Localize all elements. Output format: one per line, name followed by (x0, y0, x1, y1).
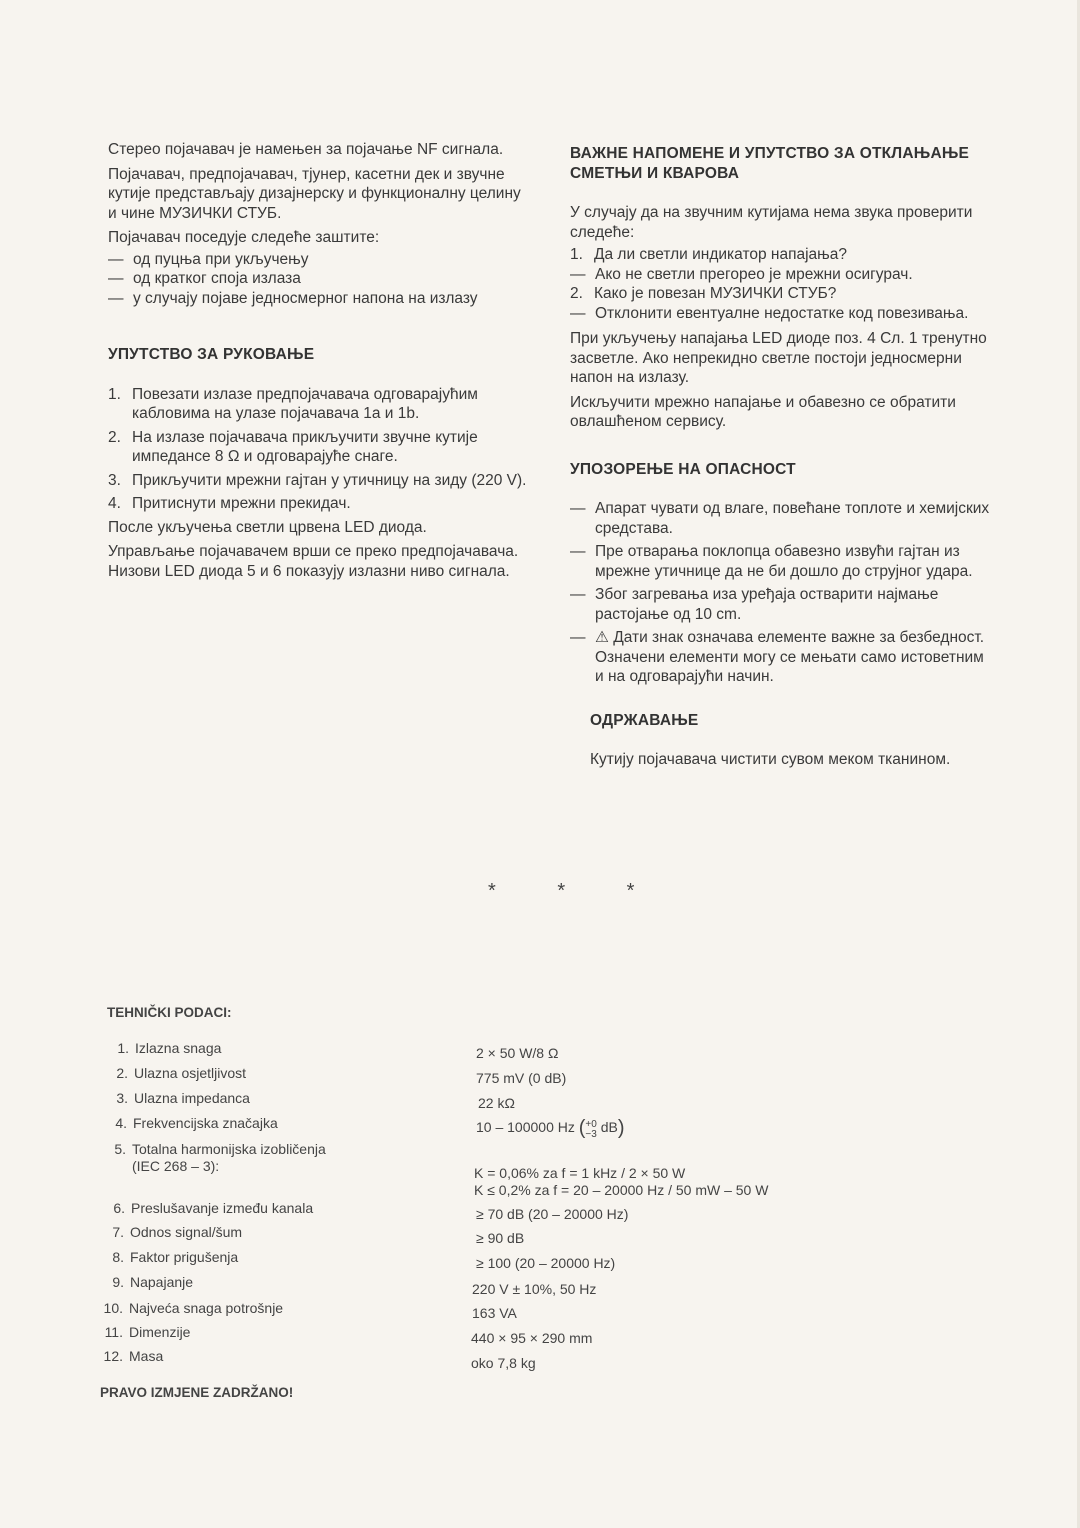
intro-paragraph-3: Појачавач поседује следеће заштите: (108, 229, 380, 246)
warning-item: — Због загревања иза уређаја остварити најмање растојање од 10 cm. (570, 586, 939, 623)
spec-value: 10 – 100000 Hz (+0 −3 dB) (476, 1117, 625, 1140)
spec-value: 163 VA (472, 1305, 517, 1321)
check-item-1: 1. Да ли светли индикатор напајања? (570, 246, 848, 263)
spec-label: 3. Ulazna impedanca (116, 1090, 250, 1106)
spec-value: ≥ 90 dB (476, 1230, 525, 1246)
tech-heading: TEHNIČKI PODACI: (107, 1005, 232, 1020)
spec-value: K = 0,06% za f = 1 kHz / 2 × 50 W K ≤ 0,2% za f = 20 – 20000 Hz / 50 mW – 50 W (474, 1165, 769, 1198)
warning-item: — Пре отварања поклопца обавезно извући гајтан из мрежне утичнице да не би дошло до струјног удара. (570, 543, 973, 580)
spec-label: 1. Izlazna snaga (117, 1040, 222, 1056)
check-item-2-note: — Отклонити евентуалне недостатке код повезивања. (570, 304, 969, 322)
usage-step: 2. На излазе појачавача прикључити звучне кутије импедансе 8 Ω и одговарајуће снаге. (108, 428, 478, 465)
spec-value: 22 kΩ (478, 1095, 515, 1111)
spec-label: 6. Preslušavanje između kanala (113, 1200, 314, 1216)
protection-item: — у случају појаве једносмерног напона на излазу (108, 289, 478, 307)
led-paragraph: При укључењу напајања LED диоде поз. 4 Сл. 1 тренутно засветле. Ако непрекидно светле постоји једносмерни напон на излазу. (570, 330, 987, 386)
section-separator: * * * (488, 880, 663, 902)
spec-label: 5. Totalna harmonijska izobličenja (IEC 268 – 3): (114, 1141, 326, 1174)
usage-heading: УПУТСТВО ЗА РУКОВАЊЕ (108, 346, 315, 363)
warning-heading: УПОЗОРЕЊЕ НА ОПАСНОСТ (570, 460, 796, 478)
right-column (570, 144, 995, 775)
service-paragraph: Искључити мрежно напајање и обавезно се обратити овлашћеном сервису. (570, 393, 956, 430)
maintenance-text: Кутију појачавача чистити сувом меком тканином. (590, 751, 951, 768)
intro-paragraph-1: Стерео појачавач је намењен за појачање NF сигнала. (108, 141, 504, 158)
spec-label: 4. Frekvencijska značajka (115, 1115, 278, 1131)
check-item-2: 2. Како је повезан МУЗИЧКИ СТУБ? (570, 285, 837, 302)
spec-value: oko 7,8 kg (471, 1355, 536, 1371)
spec-value: 775 mV (0 dB) (476, 1070, 567, 1086)
warning-item: — Апарат чувати од влаге, повећане топлоте и хемијских средстава. (570, 500, 990, 537)
maintenance-heading: ОДРЖАВАЊЕ (590, 711, 699, 729)
check-intro: У случају да на звучним кутијама нема звука проверити следеће: (570, 204, 973, 241)
left-column (108, 140, 533, 586)
usage-step: 3. Прикључити мрежни гајтан у утичницу на зиду (220 V). (108, 471, 527, 489)
after-paragraph-1: После укључења светли црвена LED диода. (108, 518, 427, 536)
usage-step: 4. Притиснути мрежни прекидач. (108, 495, 351, 512)
check-item-1-note: — Ако не светли прегорео је мрежни осигурач. (570, 265, 913, 283)
spec-label: 10. Najveća snaga potrošnje (103, 1300, 284, 1316)
spec-label: 11. Dimenzije (104, 1324, 191, 1340)
spec-label: 8. Faktor prigušenja (112, 1249, 239, 1265)
spec-value: 220 V ± 10%, 50 Hz (472, 1281, 597, 1297)
spec-value: ≥ 70 dB (20 – 20000 Hz) (476, 1206, 629, 1222)
spec-label: 9. Napajanje (112, 1274, 194, 1290)
spec-value: 2 × 50 W/8 Ω (476, 1045, 559, 1061)
important-heading: ВАЖНЕ НАПОМЕНЕ И УПУТСТВО ЗА ОТКЛАЊАЊЕ СМЕТЊИ И КВАРОВА (570, 145, 970, 182)
spec-label: 12. Masa (103, 1348, 164, 1364)
protection-item: — од кратког споја излаза (108, 270, 301, 287)
warning-item: — ⚠ Дати знак означава елементе важне за безбедност. Означени елементи могу се мењати само истоветним и на одговарајући начин. (570, 629, 985, 685)
spec-value: ≥ 100 (20 – 20000 Hz) (476, 1255, 616, 1271)
usage-step: 1. Повезати излазе предпојачавача одговарајућим кабловима на улазе појачавача 1а и 1b. (108, 385, 478, 422)
intro-paragraph-2: Појачавач, предпојачавач, тјунер, касетни дек и звучне кутије представљају дизајнерску и функционалну целину и чине МУЗИЧКИ СТУБ. (108, 165, 521, 222)
protection-item: — од пуцња при укључењу (108, 250, 309, 268)
spec-value: 440 × 95 × 290 mm (471, 1330, 593, 1346)
spec-label: 2. Ulazna osjetljivost (116, 1065, 247, 1081)
after-paragraph-2: Управљање појачавачем врши се преко предпојачавача. Низови LED диода 5 и 6 показују излазни ниво сигнала. (108, 543, 519, 580)
footer-note: PRAVO IZMJENE ZADRŽANO! (100, 1385, 294, 1400)
spec-label: 7. Odnos signal/šum (112, 1224, 243, 1240)
